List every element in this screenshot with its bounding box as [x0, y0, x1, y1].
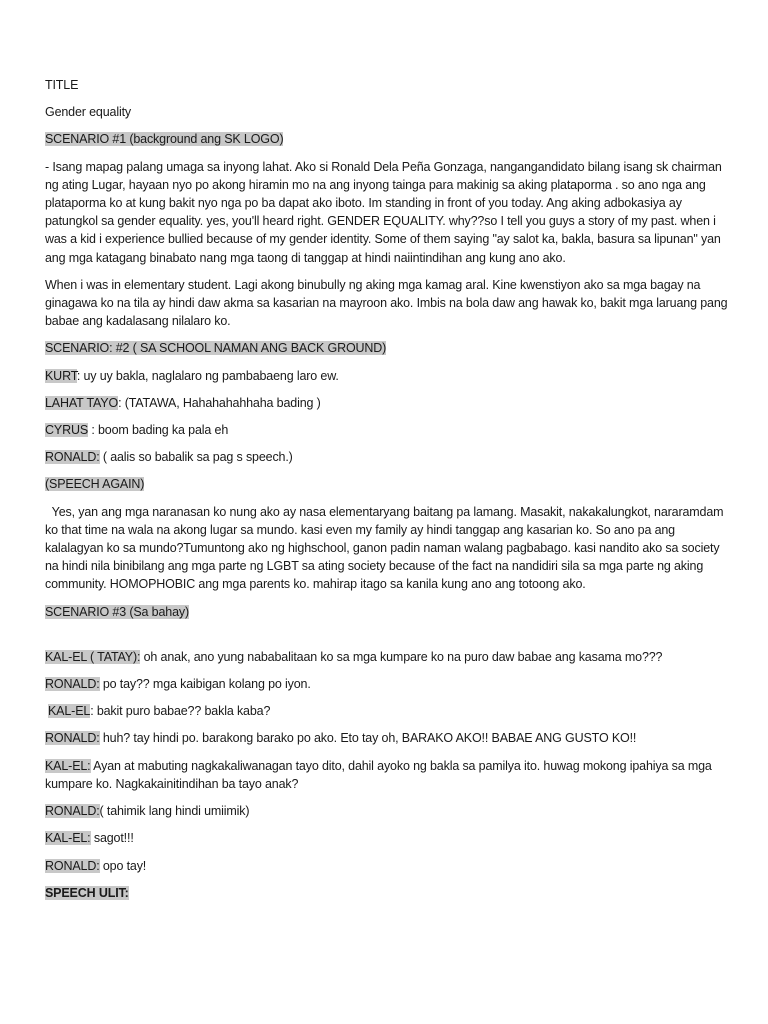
- dialogue-line: [45, 394, 728, 412]
- dialogue-text: : (TATAWA, Hahahahahhaha bading ): [118, 395, 321, 410]
- speech-paragraph-3: Yes, yan ang mga naranasan ko nung ako ay nasa elementaryang baitang pa lamang. Masakit, nakakalungkot, nararamdam ko that time na wala na akong lugar sa mundo. kasi even my family ay hindi tanggap ang kasarian ko. So ano pa ang kalalagyan ko sa mundo?Tumuntong ako ng highschool, ganon padin naman walang pagbabago. kasi nandito ako sa society na hindi nila binibilang ang mga parte ng LGBT sa ating society because of the fact na nandidiri sila sa mga parte ng aking community. HOMOPHOBIC ang mga parents ko. mahirap itago sa kanila kung ano ang totoong ako.: [45, 504, 727, 592]
- dialogue-line: [45, 702, 728, 720]
- title-value: Gender equality: [45, 105, 132, 120]
- dialogue-line: [45, 802, 728, 820]
- dialogue-text: sagot!!!: [90, 831, 134, 846]
- speaker-name: CYRUS: [45, 423, 89, 438]
- speaker-name: LAHAT TAYO: [45, 395, 119, 410]
- dialogue-line: [45, 857, 728, 875]
- speech-ulit-heading: SPEECH ULIT:: [45, 885, 129, 900]
- dialogue-text: po tay?? mga kaibigan kolang po iyon.: [99, 677, 311, 692]
- scenario2-heading: SCENARIO: #2 ( SA SCHOOL NAMAN ANG BACK GROUND): [45, 341, 387, 356]
- speaker-name: RONALD:: [45, 858, 100, 873]
- speech-paragraph-2: When i was in elementary student. Lagi akong binubully ng aking mga kamag aral. Kine kwenstiyon ako sa mga bagay na ginagawa ko na tila ay hindi daw akma sa kasarian na mayroon ako. Imbis na bola daw ang hawak ko, bakit mga laruang pang babae ang kadalasang nilalaro ko.: [45, 277, 728, 329]
- dialogue-text: oh anak, ano yung nababalitaan ko sa mga kumpare ko na puro daw babae ang kasama mo???: [140, 649, 663, 664]
- scenario1-heading: SCENARIO #1 (background ang SK LOGO): [45, 132, 284, 147]
- speaker-name: RONALD:: [45, 450, 100, 465]
- dialogue-line: [45, 648, 728, 666]
- title-label: TITLE: [45, 78, 79, 92]
- dialogue-line: [45, 729, 728, 747]
- speaker-name: KAL-EL:: [45, 831, 91, 846]
- dialogue-text: huh? tay hindi po. barakong barako po ako. Eto tay oh, BARAKO AKO!! BABAE ANG GUSTO KO!!: [99, 731, 637, 746]
- speaker-name: KAL-EL ( TATAY):: [45, 649, 141, 664]
- speaker-name: KAL-EL: [48, 704, 91, 719]
- speaker-name: RONALD:: [45, 731, 100, 746]
- speaker-name: KURT: [45, 368, 77, 383]
- dialogue-line: [45, 448, 728, 466]
- dialogue-line: [45, 675, 728, 693]
- dialogue-text: : boom bading ka pala eh: [88, 423, 229, 438]
- dialogue-text: opo tay!: [99, 858, 147, 873]
- dialogue-text: : bakit puro babae?? bakla kaba?: [90, 704, 271, 719]
- dialogue-text: ( tahimik lang hindi umiimik): [99, 804, 250, 819]
- dialogue-text: : uy uy bakla, naglalaro ng pambabaeng laro ew.: [76, 368, 339, 383]
- scenario3-heading: SCENARIO #3 (Sa bahay): [45, 604, 189, 619]
- dialogue-line: [45, 421, 728, 439]
- speech-again-heading: (SPEECH AGAIN): [45, 477, 145, 492]
- speaker-name: KAL-EL:: [45, 758, 91, 773]
- speaker-name: RONALD:: [45, 677, 100, 692]
- dialogue-text: ( aalis so babalik sa pag s speech.): [99, 450, 293, 465]
- dialogue-text: Ayan at mabuting nagkakaliwanagan tayo dito, dahil ayoko ng bakla sa pamilya ito. huwag mokong ipahiya sa mga kumpare ko. Nagkakainitindihan ba tayo anak?: [45, 758, 712, 791]
- dialogue-line: [45, 829, 728, 847]
- dialogue-line: [45, 757, 728, 793]
- speech-paragraph-1: - Isang mapag palang umaga sa inyong lahat. Ako si Ronald Dela Peña Gonzaga, nangangandidato bilang isang sk chairman ng ating Lugar, hayaan nyo po akong hiramin mo na ang inyong tainga para makinig sa aking plataporma . so ano nga ang plataporma ko at kung bakit nyo nga po ba dapat ako iboto. Im standing in front of you today. Ang aking adbokasiya ay patungkol sa gender equality. yes, you'll heard right. GENDER EQUALITY. why??so I tell you guys a story of my past. when i was a kid i experience bullied because of my gender identity. Some of them saying "ay salot ka, bakla, basura sa lipunan" yan ang mga katagang binabato nang mga taong di tanggap at hindi naiintindihan ang kung ano ako.: [45, 159, 722, 265]
- speaker-name: RONALD:: [45, 804, 100, 819]
- dialogue-line: [45, 367, 728, 385]
- blank-line: [45, 630, 728, 648]
